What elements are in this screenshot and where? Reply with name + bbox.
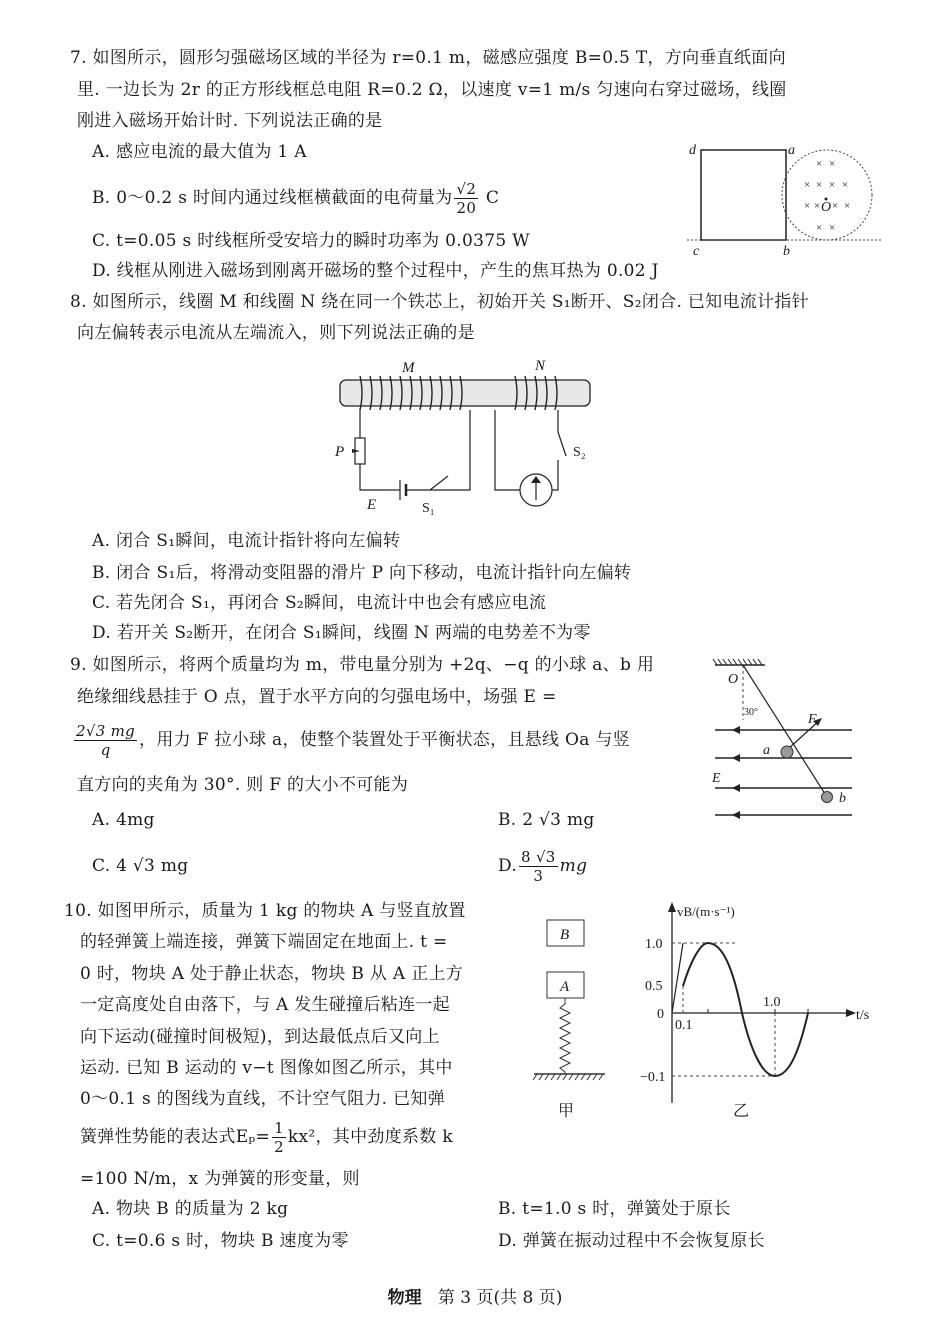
label-n: N: [535, 358, 546, 374]
x-tick-1.0: 1.0: [763, 995, 781, 1010]
fraction-numerator: 8 √3: [521, 848, 556, 866]
q10-line-9: =100 N/m，x 为弹簧的形变量，则: [80, 1169, 360, 1189]
cross-icon: ×: [832, 200, 839, 212]
cross-icon: ×: [829, 222, 836, 234]
fraction-denominator: 3: [533, 867, 544, 885]
cross-icon: ×: [829, 158, 836, 170]
q7-option-b-unit: C: [485, 188, 500, 208]
label-p: P: [335, 444, 345, 460]
field-strength-fraction: [74, 722, 137, 759]
q9-line-4: 直方向的夹角为 30°. 则 F 的大小不可能为: [77, 775, 409, 795]
q10-figure-spring-block: [525, 900, 615, 1125]
page-footer: [0, 1283, 950, 1308]
label-b: b: [839, 791, 846, 806]
q8-line-1: 8. 如图所示，线圈 M 和线圈 N 绕在同一个铁芯上，初始开关 S₁断开、S₂闭合. 已知电流计指针: [70, 292, 809, 312]
q8-line-2: 向左偏转表示电流从左端流入，则下列说法正确的是: [77, 323, 475, 343]
q10-line-6: 运动. 已知 B 运动的 v−t 图像如图乙所示，其中: [80, 1058, 453, 1078]
label-b: b: [783, 244, 790, 259]
label-f: F: [808, 712, 817, 727]
q8-figure-coils-circuit: [330, 352, 600, 517]
q9-line-3: [72, 720, 630, 760]
q7-option-b-fraction: [454, 180, 478, 217]
label-s2: S₂: [573, 445, 586, 460]
q10-option-b: B. t=1.0 s 时，弹簧处于原长: [498, 1199, 731, 1219]
q8-option-c: C. 若先闭合 S₁，再闭合 S₂瞬间，电流计中也会有感应电流: [92, 593, 547, 613]
q8-option-d: D. 若开关 S₂断开，在闭合 S₁瞬间，线圈 N 两端的电势差不为零: [92, 623, 591, 643]
option-letter: D.: [498, 856, 518, 876]
angle-label: 30°: [744, 707, 758, 718]
block-a-label: A: [560, 979, 570, 995]
q7-option-c: C. t=0.05 s 时线框所受安培力的瞬时功率为 0.0375 W: [92, 231, 530, 251]
y-tick-0.5: 0.5: [645, 979, 663, 994]
q9-option-c: C. 4 √3 mg: [92, 856, 189, 876]
y-tick-1.0: 1.0: [645, 937, 663, 952]
magnetic-field-crosses: [804, 158, 850, 234]
block-b-label: B: [560, 927, 570, 943]
half-fraction: [272, 1119, 286, 1156]
q9-option-d: [498, 846, 587, 886]
q9-figure-charged-balls: [700, 655, 860, 830]
footer-page-number: 第 3 页(共 8 页): [437, 1288, 563, 1308]
q7-option-d: D. 线框从刚进入磁场到刚离开磁场的整个过程中，产生的焦耳热为 0.02 J: [92, 261, 659, 281]
q10-line-8-text: 簧弹性势能的表达式Eₚ=: [80, 1127, 271, 1147]
q9-option-b: B. 2 √3 mg: [498, 810, 595, 830]
q10-line-8: [80, 1117, 453, 1157]
label-a: a: [763, 743, 770, 758]
q10-line-5: 向下运动(碰撞时间极短)，到达最低点后又向上: [80, 1027, 440, 1047]
cross-icon: ×: [816, 158, 823, 170]
fraction-numerator: 2√3 mg: [76, 722, 136, 740]
q10-figure-vt-graph: [630, 898, 880, 1123]
fraction-denominator: 2: [274, 1138, 284, 1156]
label-o: O: [728, 672, 739, 687]
cross-icon: ×: [804, 200, 811, 212]
q9-line-3-text: ，用力 F 拉小球 a，使整个装置处于平衡状态，且悬线 Oa 与竖: [139, 730, 630, 750]
fraction-numerator: 1: [274, 1119, 284, 1137]
q9-option-a: A. 4mg: [92, 810, 155, 830]
figure-label-yi: 乙: [733, 1103, 750, 1120]
label-e: E: [367, 497, 377, 513]
q7-line-3: 刚进入磁场开始计时. 下列说法正确的是: [77, 111, 383, 131]
cross-icon: ×: [842, 179, 849, 191]
galvanometer-needle-icon: [531, 476, 541, 483]
label-e: E: [712, 771, 721, 786]
label-a: a: [788, 143, 795, 158]
q8-option-b: B. 闭合 S₁后，将滑动变阻器的滑片 P 向下移动，电流计指针向左偏转: [92, 563, 632, 583]
option-d-unit: mg: [559, 856, 588, 876]
label-s1: S₁: [422, 501, 435, 516]
y-axis-label: vB/(m·s⁻¹): [677, 904, 735, 919]
figure-label-jia: 甲: [558, 1103, 575, 1120]
fraction-numerator: √2: [456, 180, 477, 198]
q10-line-8-text-end: kx²，其中劲度系数 k: [287, 1127, 453, 1147]
q7-line-2: 里. 一边长为 2r 的正方形线框总电阻 R=0.2 Ω，以速度 v=1 m/s 匀速向右穿过磁场，线圈: [77, 80, 787, 100]
x-axis-label: t/s: [856, 1008, 870, 1023]
cross-icon: ×: [816, 222, 823, 234]
x-tick-0.1: 0.1: [675, 1018, 693, 1033]
q10-line-4: 一定高度处自由落下，与 A 发生碰撞后粘连一起: [80, 995, 450, 1015]
q7-figure-loop-and-field: [682, 138, 882, 263]
cross-icon: ×: [804, 179, 811, 191]
label-o: O: [821, 200, 832, 215]
fraction-denominator: 20: [456, 199, 477, 217]
cross-icon: ×: [844, 200, 851, 212]
y-tick-neg: −0.1: [640, 1070, 666, 1085]
cross-icon: ×: [814, 200, 821, 212]
q8-option-a: A. 闭合 S₁瞬间，电流计指针将向左偏转: [92, 531, 401, 551]
cross-icon: ×: [816, 179, 823, 191]
q9-line-1: 9. 如图所示，将两个质量均为 m，带电量分别为 +2q、−q 的小球 a、b 用: [70, 655, 655, 675]
q10-option-a: A. 物块 B 的质量为 2 kg: [92, 1199, 289, 1219]
q10-line-2: 的轻弹簧上端连接，弹簧下端固定在地面上. t =: [80, 932, 448, 952]
q10-line-7: 0～0.1 s 的图线为直线，不计空气阻力. 已知弹: [80, 1089, 445, 1109]
q7-option-b: [92, 178, 499, 218]
y-tick-0: 0: [657, 1007, 664, 1022]
q10-line-3: 0 时，物块 A 处于静止状态，物块 B 从 A 正上方: [80, 964, 464, 984]
footer-subject: 物理: [387, 1288, 422, 1308]
label-c: c: [693, 244, 700, 259]
spring-icon: [560, 998, 570, 1074]
cross-icon: ×: [829, 179, 836, 191]
q10-option-d: D. 弹簧在振动过程中不会恢复原长: [498, 1231, 765, 1251]
q10-line-1: 10. 如图甲所示，质量为 1 kg 的物块 A 与竖直放置: [64, 901, 466, 921]
q9-line-2: 绝缘细线悬挂于 O 点，置于水平方向的匀强电场中，场强 E =: [77, 687, 557, 707]
label-m: M: [402, 360, 415, 376]
velocity-curve: [683, 943, 808, 1076]
fraction-denominator: q: [100, 741, 111, 759]
option-d-fraction: [519, 848, 558, 885]
q10-option-c: C. t=0.6 s 时，物块 B 速度为零: [92, 1231, 349, 1251]
q7-option-a: A. 感应电流的最大值为 1 A: [92, 142, 307, 162]
q7-line-1: 7. 如图所示，圆形匀强磁场区域的半径为 r=0.1 m，磁感应强度 B=0.5 T，方向垂直纸面向: [70, 48, 786, 68]
label-d: d: [689, 143, 696, 158]
q7-option-b-text: B. 0～0.2 s 时间内通过线框横截面的电荷量为: [92, 188, 453, 208]
